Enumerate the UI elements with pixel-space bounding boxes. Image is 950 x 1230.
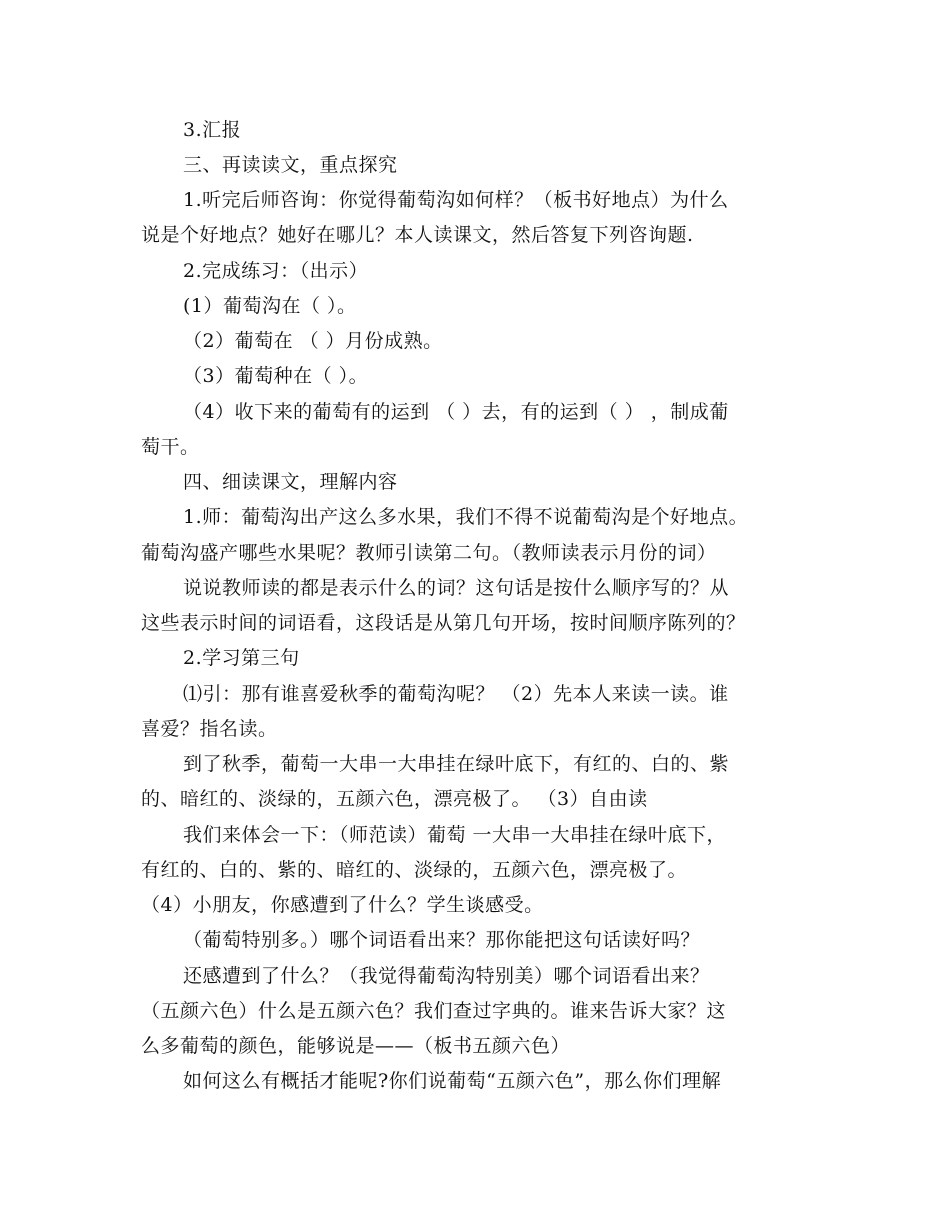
- text-line: 葡萄沟盛产哪些水果呢？教师引读第二句。（教师读表示月份的词）: [141, 542, 717, 564]
- text-line: （3）葡萄种在（ ）。: [183, 365, 369, 387]
- text-line: 到了秋季，葡萄一大串一大串挂在绿叶底下，有红的、白的、紫: [183, 753, 730, 775]
- text-line: 这些表示时间的词语看，这段话是从第几句开场，按时间顺序陈列的？: [141, 612, 746, 634]
- text-line: (1）葡萄沟在（ ）。: [183, 295, 357, 317]
- text-line: 的、暗红的、淡绿的，五颜六色，漂亮极了。 （3）自由读: [141, 788, 648, 810]
- text-line: 3.汇报: [183, 119, 242, 141]
- text-line: 我们来体会一下：（师范读）葡萄 一大串一大串挂在绿叶底下，: [183, 824, 727, 846]
- text-line: （4）收下来的葡萄有的运到 （ ）去，有的运到（ ） ，制成葡: [183, 401, 729, 423]
- text-line: （葡萄特别多。）哪个词语看出来？那你能把这句话读好吗？: [183, 929, 701, 951]
- section-heading: 四、细读课文，理解内容: [183, 471, 398, 493]
- text-line: 如何这么有概括才能呢?你们说葡萄“五颜六色”，那么你们理解: [183, 1070, 722, 1092]
- text-line: 么多葡萄的颜色，能够说是——（板书五颜六色）: [141, 1035, 571, 1057]
- section-heading: 三、再读读文，重点探究: [183, 154, 398, 176]
- text-line: 1.听完后师咨询：你觉得葡萄沟如何样？（板书好地点）为什么: [183, 189, 729, 211]
- text-line: （五颜六色）什么是五颜六色？我们查过字典的。谁来告诉大家？这: [141, 1000, 727, 1022]
- text-line: 萄干。: [141, 436, 200, 458]
- text-line: 说是个好地点？她好在哪儿？本人读课文，然后答复下列咨询题.: [141, 224, 694, 246]
- text-line: （4）小朋友，你感遭到了什么？学生谈感受。: [141, 894, 544, 916]
- text-line: 2.学习第三句: [183, 647, 300, 669]
- text-line: ⑴引：那有谁喜爱秋季的葡萄沟呢？ （2）先本人来读一读。谁: [183, 683, 729, 705]
- text-line: 2.完成练习：（出示）: [183, 260, 369, 282]
- text-line: 说说教师读的都是表示什么的词？这句话是按什么顺序写的？从: [183, 577, 730, 599]
- text-line: 1.师：葡萄沟出产这么多水果，我们不得不说葡萄沟是个好地点。: [183, 506, 749, 528]
- text-line: （2）葡萄在 （ ）月份成熟。: [183, 330, 443, 352]
- text-line: 喜爱？指名读。: [141, 718, 278, 740]
- text-line: 还感遭到了什么？（我觉得葡萄沟特别美）哪个词语看出来？: [183, 965, 710, 987]
- text-line: 有红的、白的、紫的、暗红的、淡绿的，五颜六色，漂亮极了。: [141, 859, 688, 881]
